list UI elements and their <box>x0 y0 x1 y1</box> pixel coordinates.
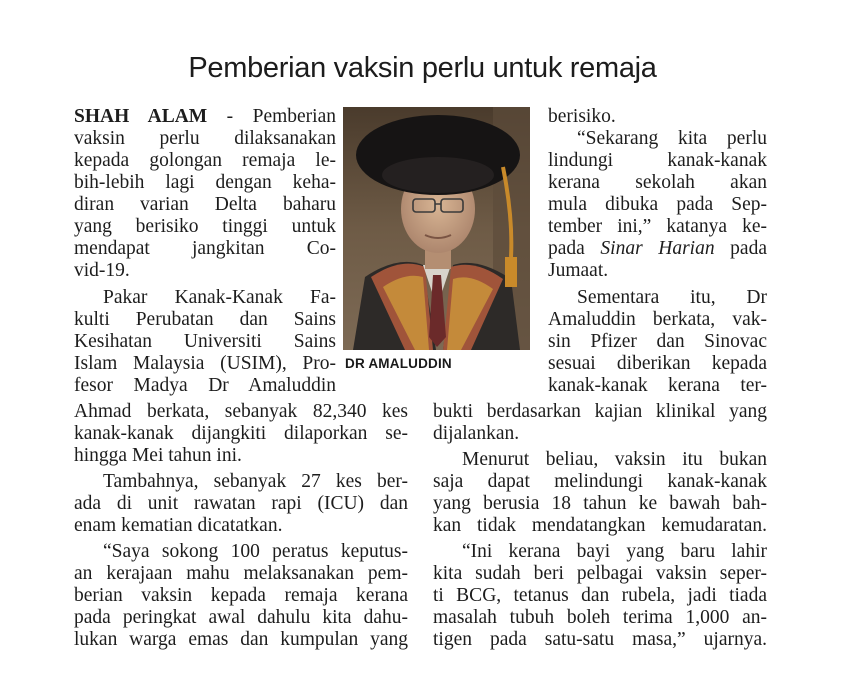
text-line: kepada golongan remaja le- <box>74 150 336 171</box>
text-line: tigen pada satu-satu masa,” ujarnya. <box>433 629 767 650</box>
text-line: kanak-kanak dijangkiti dilaporkan se- <box>74 423 408 444</box>
text-line: Ahmad berkata, sebanyak 82,340 kes <box>74 401 408 422</box>
text-line: “Sekarang kita perlu <box>577 128 767 149</box>
text-line: dijalankan. <box>433 423 520 444</box>
text-line <box>74 106 336 128</box>
text-line: bukti berdasarkan kajian klinikal yang <box>433 401 767 422</box>
photo-caption: DR AMALUDDIN <box>345 356 452 371</box>
text-line: Islam Malaysia (USIM), Pro- <box>74 353 336 374</box>
headline: Pemberian vaksin perlu untuk remaja <box>188 52 657 84</box>
text-line: mendapat jangkitan Co- <box>74 238 336 259</box>
text-line: pada peringkat awal dahulu kita dahu- <box>74 607 408 628</box>
text-line: mula dibuka pada Sep- <box>548 194 767 215</box>
text-line: Pakar Kanak-Kanak Fa- <box>103 287 336 308</box>
text-line: Amaluddin berkata, vak- <box>548 309 767 330</box>
text-line: bih-lebih lagi dengan keha- <box>74 172 336 193</box>
text-line: kita sudah beri pelbagai vaksin seper- <box>433 563 767 584</box>
text-line: hingga Mei tahun ini. <box>74 445 242 466</box>
portrait-illustration <box>343 107 530 350</box>
text-line: sin Pfizer dan Sinovac <box>548 331 767 352</box>
text-line: ada di unit rawatan rapi (ICU) dan <box>74 493 408 514</box>
text-line: Kesihatan Universiti Sains <box>74 331 336 352</box>
text-line: saja dapat melindungi kanak-kanak <box>433 471 767 492</box>
text-span: pada <box>548 238 601 259</box>
dateline: SHAH ALAM <box>74 106 208 127</box>
text-line: fesor Madya Dr Amaluddin <box>74 375 336 396</box>
text-line: “Ini kerana bayi yang baru lahir <box>462 541 767 562</box>
text-line: Tambahnya, sebanyak 27 kes ber- <box>103 471 408 492</box>
text-line: sesuai diberikan kepada <box>548 353 767 374</box>
text-line: kanak-kanak kerana ter- <box>548 375 767 396</box>
text-line: yang berusia 18 tahun ke bawah bah- <box>433 493 767 514</box>
text-line: lukan warga emas dan kumpulan yang <box>74 629 408 650</box>
text-line: “Saya sokong 100 peratus keputus- <box>103 541 408 562</box>
text-line: yang berisiko tinggi untuk <box>74 216 336 237</box>
text-line: berian vaksin kepada remaja kerana <box>74 585 408 606</box>
text-line: Menurut beliau, vaksin itu bukan <box>462 449 767 470</box>
newspaper-name: Sinar Harian <box>600 238 715 259</box>
portrait-photo <box>343 107 530 350</box>
text-line: Sementara itu, Dr <box>577 287 767 308</box>
text-line: berisiko. <box>548 106 616 127</box>
text-line: ti BCG, tetanus dan rubela, jadi tiada <box>433 585 767 606</box>
text-line: Jumaat. <box>548 260 609 281</box>
text-line: lindungi kanak-kanak <box>548 150 767 171</box>
text-line: kerana sekolah akan <box>548 172 767 193</box>
text-line: an kerajaan mahu melaksanakan pem- <box>74 563 408 584</box>
text-line: enam kematian dicatatkan. <box>74 515 283 536</box>
text-line: masalah tubuh boleh terima 1,000 an- <box>433 607 767 628</box>
text-line: vid-19. <box>74 260 130 281</box>
text-span: - Pemberian <box>207 106 336 127</box>
text-line: diran varian Delta baharu <box>74 194 336 215</box>
text-line: kulti Perubatan dan Sains <box>74 309 336 330</box>
text-line: kan tidak mendatangkan kemudaratan. <box>433 515 767 536</box>
text-line: vaksin perlu dilaksanakan <box>74 128 336 149</box>
text-line <box>548 238 767 260</box>
text-span: pada <box>714 238 767 259</box>
text-line: tember ini,” katanya ke- <box>548 216 767 237</box>
